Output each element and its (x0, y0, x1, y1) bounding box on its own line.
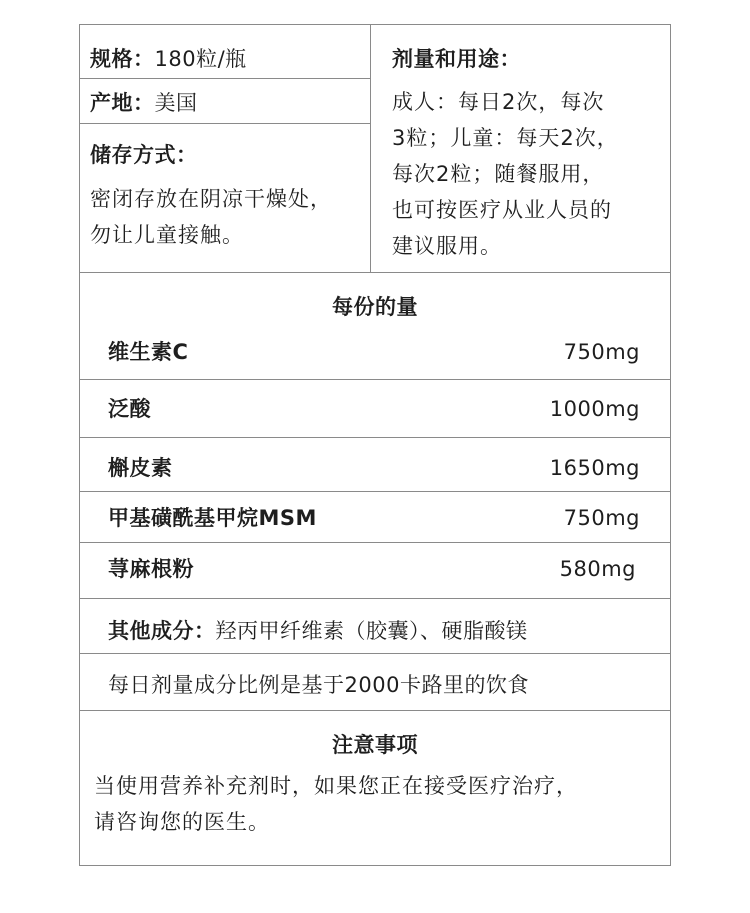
divider (80, 710, 670, 711)
other-ingredients-row (108, 619, 528, 643)
daily-value-note: 每日剂量成分比例是基于2000卡路里的饮食 (108, 673, 529, 697)
serving-item-amount: 750mg (563, 340, 640, 364)
serving-item-amount: 580mg (559, 557, 636, 581)
divider (80, 437, 670, 438)
dosage-line: 每次2粒；随餐服用， (392, 162, 605, 186)
supplement-facts-panel (79, 24, 671, 866)
other-ingredients-label: 其他成分： (108, 619, 216, 643)
notice-title: 注意事项 (332, 733, 418, 757)
storage-line: 勿让儿童接触。 (90, 223, 244, 247)
spec-row (90, 47, 247, 71)
divider (80, 653, 670, 654)
divider (80, 272, 670, 273)
serving-item-name: 维生素C (108, 340, 189, 364)
serving-item-name: 荨麻根粉 (108, 557, 194, 581)
serving-item-name: 槲皮素 (108, 456, 173, 480)
notice-text (94, 768, 578, 840)
dosage-text (392, 84, 619, 264)
serving-item-amount: 1650mg (549, 456, 640, 480)
origin-row (90, 91, 198, 115)
dosage-line: 3粒；儿童：每天2次， (392, 126, 619, 150)
notice-line: 请咨询您的医生。 (94, 810, 270, 834)
serving-item-name: 泛酸 (108, 397, 151, 421)
top-section-divider (370, 25, 371, 272)
divider (80, 123, 370, 124)
serving-item-amount: 1000mg (549, 397, 640, 421)
dosage-title: 剂量和用途： (392, 47, 521, 71)
spec-value: 180粒/瓶 (154, 47, 247, 71)
storage-title: 储存方式： (90, 143, 198, 167)
storage-line: 密闭存放在阴凉干燥处， (90, 187, 332, 211)
spec-label: 规格： (90, 47, 155, 71)
notice-line: 当使用营养补充剂时，如果您正在接受医疗治疗， (94, 774, 578, 798)
dosage-line: 建议服用。 (392, 234, 502, 258)
divider (80, 379, 670, 380)
divider (80, 542, 670, 543)
dosage-line: 也可按医疗从业人员的 (392, 198, 612, 222)
divider (80, 491, 670, 492)
divider (80, 78, 370, 79)
origin-value: 美国 (154, 91, 198, 115)
origin-label: 产地： (90, 91, 155, 115)
serving-item-amount: 750mg (563, 506, 640, 530)
storage-text (90, 181, 332, 253)
serving-title: 每份的量 (332, 295, 418, 319)
other-ingredients-value: 羟丙甲纤维素（胶囊）、硬脂酸镁 (215, 619, 528, 643)
serving-item-name: 甲基磺酰基甲烷MSM (108, 506, 317, 530)
divider (80, 598, 670, 599)
dosage-line: 成人：每日2次，每次 (392, 90, 605, 114)
